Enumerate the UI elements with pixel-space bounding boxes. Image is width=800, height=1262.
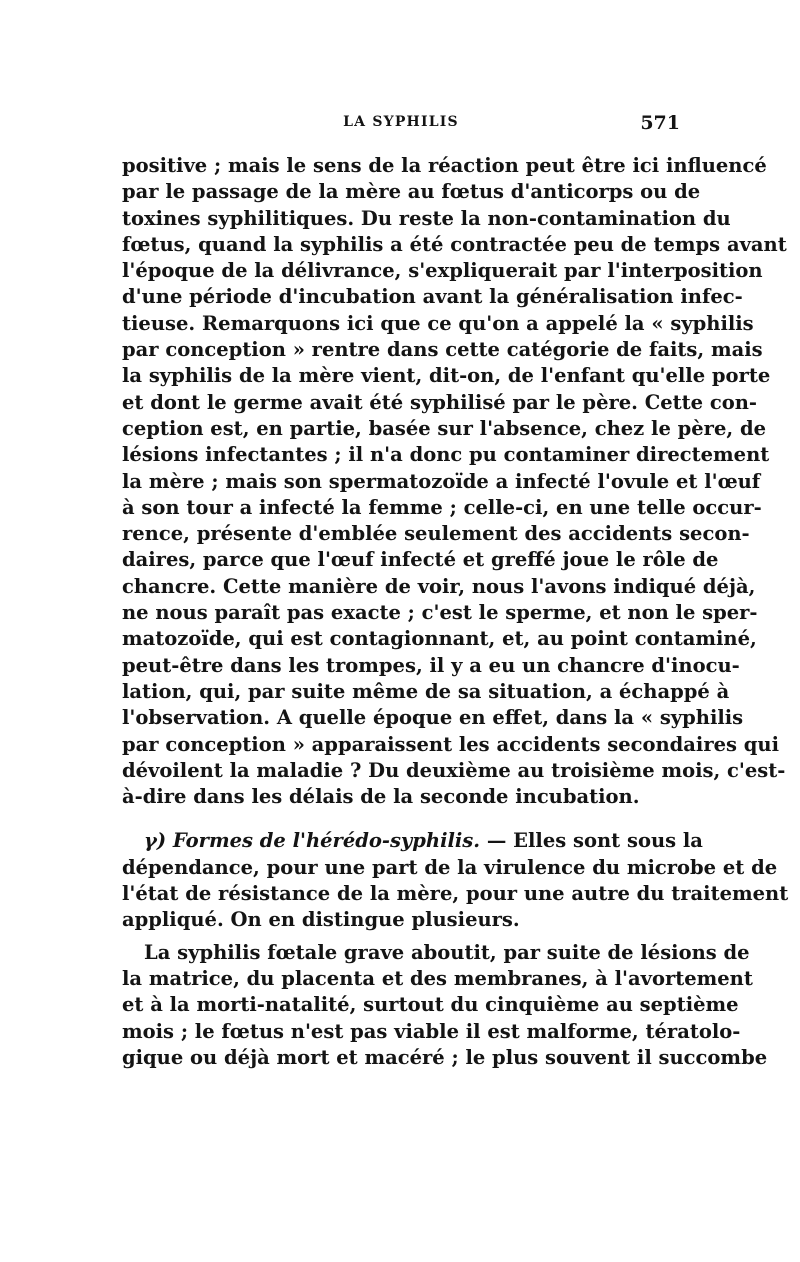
text-line: gique ou déjà mort et macéré ; le plus souvent il succombe [122,1045,768,1069]
text-line: l'époque de la délivrance, s'expliquerait par l'interposition [122,259,763,283]
text-line: la syphilis de la mère vient, dit-on, de l'enfant qu'elle porte [122,364,771,388]
running-title: LA SYPHILIS [343,114,459,130]
paragraph-spacing [122,810,680,828]
text-line: ception est, en partie, basée sur l'absence, chez le père, de [122,416,766,440]
text-line: dépendance, pour une part de la virulence du microbe et de [122,855,778,879]
text-line: par conception » rentre dans cette catégorie de faits, mais [122,338,763,362]
page-number: 571 [640,112,680,134]
text-line: dévoilent la maladie ? Du deuxième au troisième mois, c'est- [122,758,786,782]
body-text [122,153,789,1071]
text-line: toxines syphilitiques. Du reste la non-contamination du [122,206,731,230]
text-line: appliqué. On en distingue plusieurs. [122,908,520,932]
text-line: à son tour a infecté la femme ; celle-ci, en une telle occur- [122,495,762,519]
text-line: mois ; le fœtus n'est pas viable il est malforme, tératolo- [122,1019,741,1043]
text-line: La syphilis fœtale grave aboutit, par suite de lésions de [144,940,750,964]
text-line: l'état de résistance de la mère, pour une autre du traitement [122,882,789,906]
text-line: à-dire dans les délais de la seconde incubation. [122,785,640,809]
text-line: d'une période d'incubation avant la généralisation infec- [122,285,743,309]
running-head [122,114,680,140]
section-heading-line [122,828,703,854]
text-line: la matrice, du placenta et des membranes, à l'avortement [122,966,753,990]
text-line: la mère ; mais son spermatozoïde a infecté l'ovule et l'œuf [122,469,761,493]
text-line: peut-être dans les trompes, il y a eu un chancre d'inocu- [122,653,740,677]
paragraph-2 [122,828,789,933]
paragraph-1 [122,153,787,810]
text-line: ne nous paraît pas exacte ; c'est le sperme, et non le sper- [122,601,758,625]
text-line: tieuse. Remarquons ici que ce qu'on a appelé la « syphilis [122,311,754,335]
text-line: positive ; mais le sens de la réaction peut être ici influencé [122,154,767,177]
section-heading: γ) Formes de l'hérédo-syphilis. [144,829,481,853]
paragraph-3 [122,940,768,1071]
text-line: lation, qui, par suite même de sa situation, a échappé à [122,679,730,703]
text-line: par le passage de la mère au fœtus d'anticorps ou de [122,180,701,204]
text-line: daires, parce que l'œuf infecté et greffé joue le rôle de [122,548,719,572]
text-line: fœtus, quand la syphilis a été contractée peu de temps avant [122,232,787,256]
text-line: chancre. Cette manière de voir, nous l'avons indiqué déjà, [122,574,756,598]
text-line: l'observation. A quelle époque en effet, dans la « syphilis [122,706,744,730]
text-line: lésions infectantes ; il n'a donc pu contaminer directement [122,443,770,467]
text-fragment: — Elles sont sous la [480,829,703,853]
text-line: et à la morti-natalité, surtout du cinquième au septième [122,993,739,1017]
text-line: par conception » apparaissent les accidents secondaires qui [122,732,780,756]
text-line: et dont le germe avait été syphilisé par le père. Cette con- [122,390,758,414]
text-line: matozoïde, qui est contagionnant, et, au point contaminé, [122,627,757,651]
text-line: rence, présente d'emblée seulement des accidents secon- [122,522,750,546]
